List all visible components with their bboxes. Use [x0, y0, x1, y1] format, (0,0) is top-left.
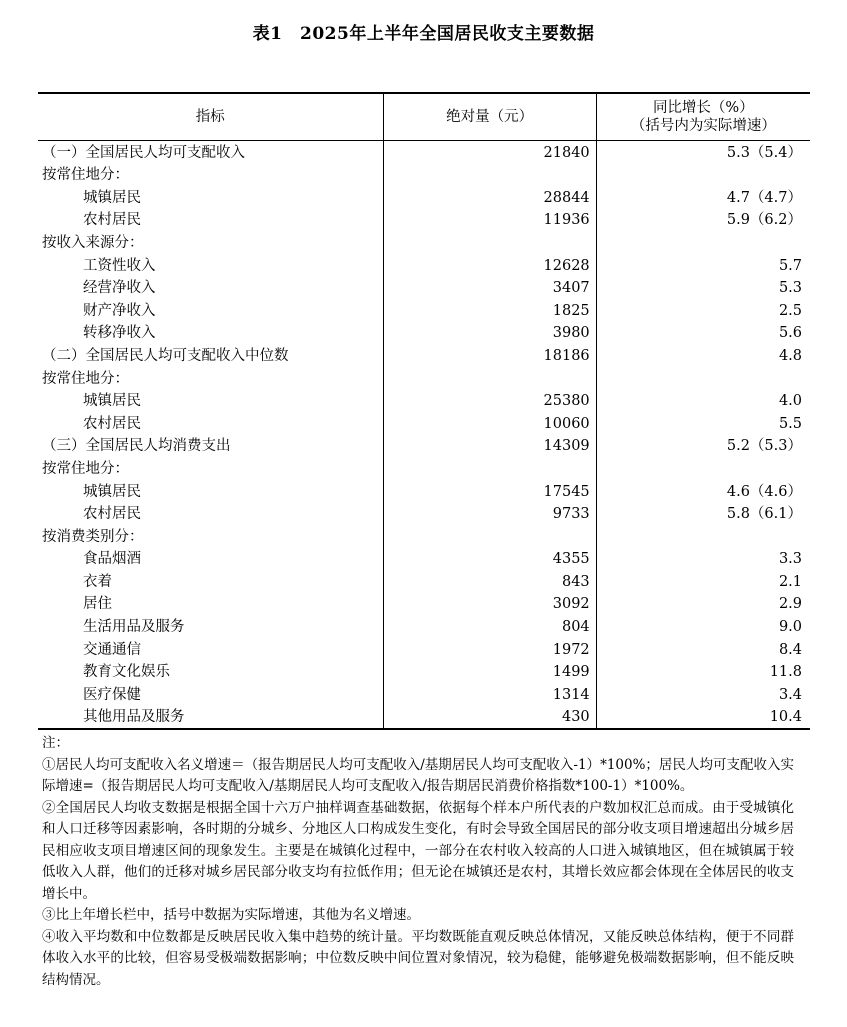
- row-absolute-value: 3092: [383, 593, 596, 616]
- table-row: [38, 548, 810, 571]
- row-absolute-value: 1825: [383, 299, 596, 322]
- row-label: 转移净收入: [83, 325, 156, 342]
- table-row: [38, 457, 810, 480]
- row-absolute-value: [383, 457, 596, 480]
- table-row: [38, 277, 810, 300]
- row-absolute-value: 1314: [383, 683, 596, 706]
- row-growth-rate: 4.6（4.6）: [596, 480, 810, 503]
- row-absolute-value: 11936: [383, 209, 596, 232]
- table-row: [38, 141, 810, 164]
- row-absolute-value: 14309: [383, 435, 596, 458]
- row-absolute-value: [383, 231, 596, 254]
- row-absolute-value: 1972: [383, 638, 596, 661]
- table-row: [38, 615, 810, 638]
- table-header-row: [38, 93, 810, 141]
- row-absolute-value: 21840: [383, 141, 596, 164]
- table-row: [38, 706, 810, 730]
- row-growth-rate: [596, 457, 810, 480]
- row-growth-rate: 5.7: [596, 254, 810, 277]
- row-growth-rate: [596, 231, 810, 254]
- row-label: （二）全国居民人均可支配收入中位数: [42, 347, 289, 364]
- table-row: [38, 593, 810, 616]
- row-label: 医疗保健: [83, 686, 141, 703]
- row-absolute-value: 4355: [383, 548, 596, 571]
- row-growth-rate: 11.8: [596, 661, 810, 684]
- row-absolute-value: 18186: [383, 344, 596, 367]
- table-row: [38, 209, 810, 232]
- row-growth-rate: 5.9（6.2）: [596, 209, 810, 232]
- row-growth-rate: 5.2（5.3）: [596, 435, 810, 458]
- row-absolute-value: 10060: [383, 412, 596, 435]
- row-label: （一）全国居民人均可支配收入: [42, 144, 245, 161]
- row-label: 教育文化娱乐: [83, 664, 170, 681]
- row-growth-rate: 3.4: [596, 683, 810, 706]
- row-absolute-value: [383, 367, 596, 390]
- header-growth-line2: （括号内为实际增速）: [630, 118, 776, 134]
- notes-heading: 注：: [42, 735, 69, 751]
- row-growth-rate: 4.8: [596, 344, 810, 367]
- row-growth-rate: 8.4: [596, 638, 810, 661]
- row-growth-rate: [596, 525, 810, 548]
- row-label: 按消费类别分：: [42, 528, 144, 545]
- row-growth-rate: 5.6: [596, 322, 810, 345]
- table-row: [38, 231, 810, 254]
- row-absolute-value: 1499: [383, 661, 596, 684]
- row-label: 按常住地分：: [42, 460, 129, 477]
- row-label: 衣着: [83, 573, 112, 590]
- table-row: [38, 390, 810, 413]
- row-growth-rate: 5.3: [596, 277, 810, 300]
- row-growth-rate: 5.5: [596, 412, 810, 435]
- table-row: [38, 683, 810, 706]
- table-row: [38, 186, 810, 209]
- table-row: [38, 503, 810, 526]
- row-growth-rate: 2.5: [596, 299, 810, 322]
- row-absolute-value: 3407: [383, 277, 596, 300]
- row-label: 财产净收入: [83, 302, 156, 319]
- note-paragraph: ②全国居民人均收支数据是根据全国十六万户抽样调查基础数据，依据每个样本户所代表的户数加权汇总而成。由于受城镇化和人口迁移等因素影响，各时期的分城乡、分地区人口构成发生变化，有时会导致全国居民的部分收支项目增速超出分城乡居民相应收支项目增速区间的现象发生。主要是在城镇化过程中，一部分在农村收入较高的人口进入城镇地区，但在城镇属于较低收入人群，他们的迁移对城乡居民部分收支均有拉低作用；但无论在城镇还是农村，其增长效应都会体现在全体居民的收支增长中。: [42, 799, 794, 902]
- row-absolute-value: [383, 525, 596, 548]
- row-growth-rate: 4.0: [596, 390, 810, 413]
- row-label: 其他用品及服务: [38, 706, 383, 730]
- table-row: [38, 164, 810, 187]
- notes-section: [42, 733, 794, 991]
- table-row: [38, 299, 810, 322]
- row-label: 城镇居民: [83, 393, 141, 410]
- row-growth-rate: [596, 164, 810, 187]
- table-row: [38, 412, 810, 435]
- row-growth-rate: [596, 367, 810, 390]
- row-label: 按常住地分：: [42, 370, 129, 387]
- row-label: 城镇居民: [83, 483, 141, 500]
- row-label: 城镇居民: [83, 189, 141, 206]
- row-label: 农村居民: [83, 506, 141, 523]
- income-expenditure-table: [38, 92, 810, 730]
- table-row: [38, 322, 810, 345]
- table-row: [38, 661, 810, 684]
- header-growth-line1: 同比增长（%）: [652, 100, 754, 116]
- table-title: 表1 2025年上半年全国居民收支主要数据: [252, 24, 595, 44]
- row-label: 农村居民: [83, 212, 141, 229]
- row-absolute-value: 9733: [383, 503, 596, 526]
- row-label: 食品烟酒: [83, 551, 141, 568]
- table-row: [38, 638, 810, 661]
- table-row: [38, 480, 810, 503]
- row-growth-rate: 5.8（6.1）: [596, 503, 810, 526]
- note-paragraph: ①居民人均可支配收入名义增速＝（报告期居民人均可支配收入/基期居民人均可支配收入-1）*100%；居民人均可支配收入实际增速=（报告期居民人均可支配收入/基期居民人均可支配收入/报告期居民消费价格指数*100-1）*100%。: [42, 756, 794, 794]
- row-absolute-value: 12628: [383, 254, 596, 277]
- row-absolute-value: 430: [383, 706, 596, 730]
- header-absolute: 绝对量（元）: [383, 93, 596, 141]
- row-label: 工资性收入: [83, 257, 156, 274]
- table-row: [38, 570, 810, 593]
- row-label: 按收入来源分：: [42, 234, 144, 251]
- header-indicator: 指标: [38, 93, 383, 141]
- row-absolute-value: 25380: [383, 390, 596, 413]
- row-growth-rate: 2.9: [596, 593, 810, 616]
- row-label: 居住: [83, 596, 112, 613]
- row-absolute-value: 3980: [383, 322, 596, 345]
- row-growth-rate: 2.1: [596, 570, 810, 593]
- row-label: 交通通信: [83, 641, 141, 658]
- table-row: [38, 435, 810, 458]
- table-row: [38, 254, 810, 277]
- table-body: [38, 141, 810, 730]
- row-absolute-value: 28844: [383, 186, 596, 209]
- row-growth-rate: 9.0: [596, 615, 810, 638]
- row-absolute-value: 843: [383, 570, 596, 593]
- row-label: （三）全国居民人均消费支出: [42, 438, 231, 455]
- table-row: [38, 367, 810, 390]
- table-row: [38, 344, 810, 367]
- row-growth-rate: 5.3（5.4）: [596, 141, 810, 164]
- note-paragraph: ③比上年增长栏中，括号中数据为实际增速，其他为名义增速。: [42, 907, 420, 923]
- table-row: [38, 525, 810, 548]
- row-label: 生活用品及服务: [83, 619, 185, 636]
- row-growth-rate: 3.3: [596, 548, 810, 571]
- row-absolute-value: 17545: [383, 480, 596, 503]
- row-label: 农村居民: [83, 415, 141, 432]
- row-absolute-value: [383, 164, 596, 187]
- row-absolute-value: 804: [383, 615, 596, 638]
- row-label: 按常住地分：: [42, 167, 129, 184]
- row-label: 经营净收入: [83, 280, 156, 297]
- header-growth: [596, 93, 810, 141]
- row-growth-rate: 10.4: [596, 706, 810, 730]
- note-paragraph: ④收入平均数和中位数都是反映居民收入集中趋势的统计量。平均数既能直观反映总体情况，又能反映总体结构，便于不同群体收入水平的比较，但容易受极端数据影响；中位数反映中间位置对象情况，较为稳健，能够避免极端数据影响，但不能反映结构情况。: [42, 928, 794, 988]
- row-growth-rate: 4.7（4.7）: [596, 186, 810, 209]
